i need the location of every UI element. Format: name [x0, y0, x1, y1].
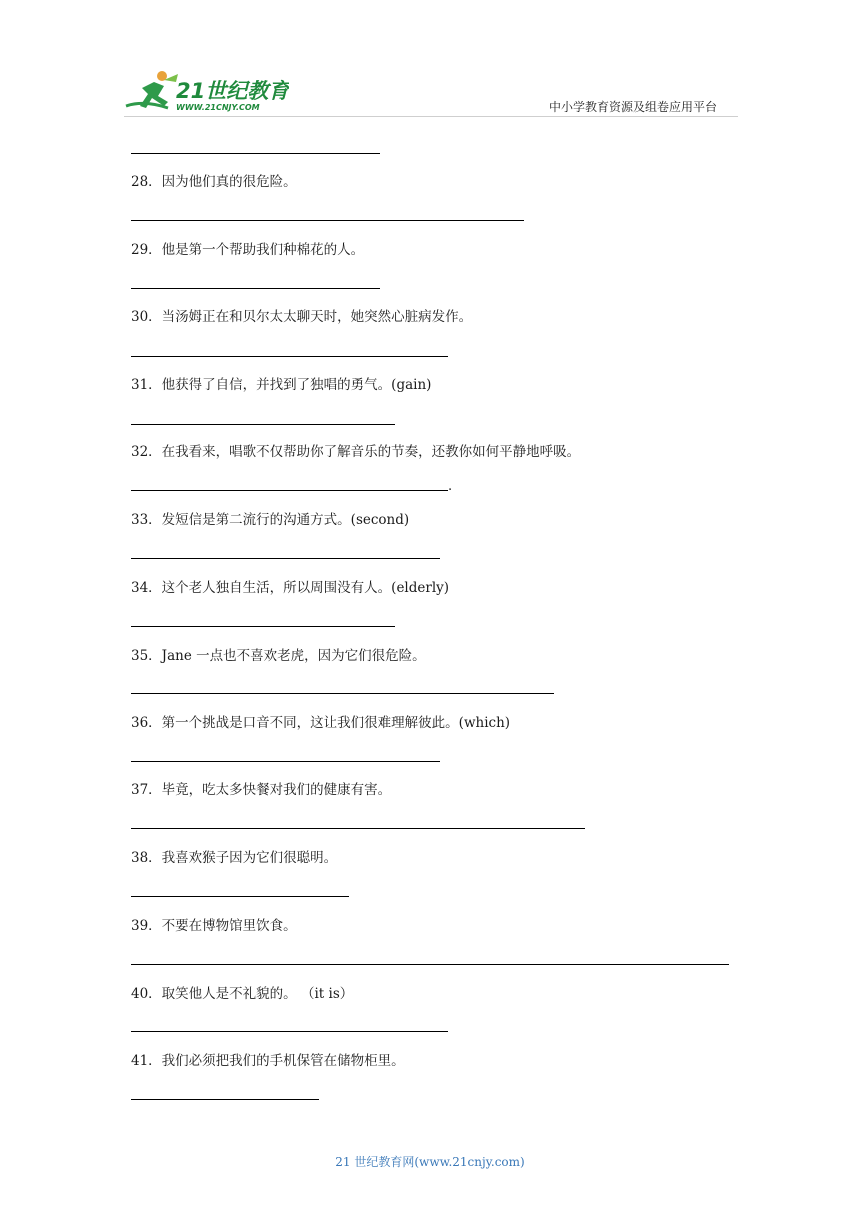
header-divider: [124, 116, 738, 117]
answer-line-31: [131, 424, 395, 425]
answer-line-34: [131, 626, 395, 627]
question-34: 34．这个老人独自生活，所以周围没有人。(elderly): [131, 580, 450, 596]
answer-line-28: [131, 220, 524, 221]
answer-line-41: [131, 1099, 319, 1100]
answer-line-35: [131, 693, 554, 694]
running-figure-icon: [126, 71, 178, 108]
logo-text: 21世纪教育: [176, 79, 289, 103]
answer-line: [131, 153, 380, 154]
answer-line-36: [131, 761, 440, 762]
question-38: 38．我喜欢猴子因为它们很聪明。: [131, 850, 338, 866]
question-37: 37．毕竟，吃太多快餐对我们的健康有害。: [131, 782, 392, 798]
site-logo: [124, 68, 289, 114]
answer-line-30: [131, 356, 448, 357]
question-40: 40．取笑他人是不礼貌的。 （it is）: [131, 986, 354, 1002]
logo-url-text: WWW.21CNJY.COM: [176, 103, 260, 112]
answer-line-37: [131, 828, 585, 829]
question-29: 29．他是第一个帮助我们种棉花的人。: [131, 242, 365, 258]
question-28: 28．因为他们真的很危险。: [131, 174, 297, 190]
question-39: 39．不要在博物馆里饮食。: [131, 918, 297, 934]
answer-line-33: [131, 558, 440, 559]
question-30: 30．当汤姆正在和贝尔太太聊天时，她突然心脏病发作。: [131, 309, 473, 325]
question-31: 31．他获得了自信，并找到了独唱的勇气。(gain): [131, 377, 432, 393]
answer-line-39: [131, 964, 729, 965]
answer-line-38: [131, 896, 349, 897]
footer-text: 21 世纪教育网(www.21cnjy.com): [335, 1155, 525, 1169]
question-35: 35．Jane 一点也不喜欢老虎，因为它们很危险。: [131, 648, 426, 664]
question-33: 33．发短信是第二流行的沟通方式。(second): [131, 512, 410, 528]
question-41: 41．我们必须把我们的手机保管在储物柜里。: [131, 1053, 405, 1069]
answer-line-29: [131, 288, 380, 289]
platform-tagline: 中小学教育资源及组卷应用平台: [549, 100, 718, 114]
question-36: 36．第一个挑战是口音不同，这让我们很难理解彼此。(which): [131, 715, 511, 731]
answer-line-32: [131, 490, 448, 491]
answer-line-40: [131, 1031, 448, 1032]
trailing-period: .: [448, 479, 453, 494]
question-32: 32．在我看来，唱歌不仅帮助你了解音乐的节奏，还教你如何平静地呼吸。: [131, 444, 581, 460]
